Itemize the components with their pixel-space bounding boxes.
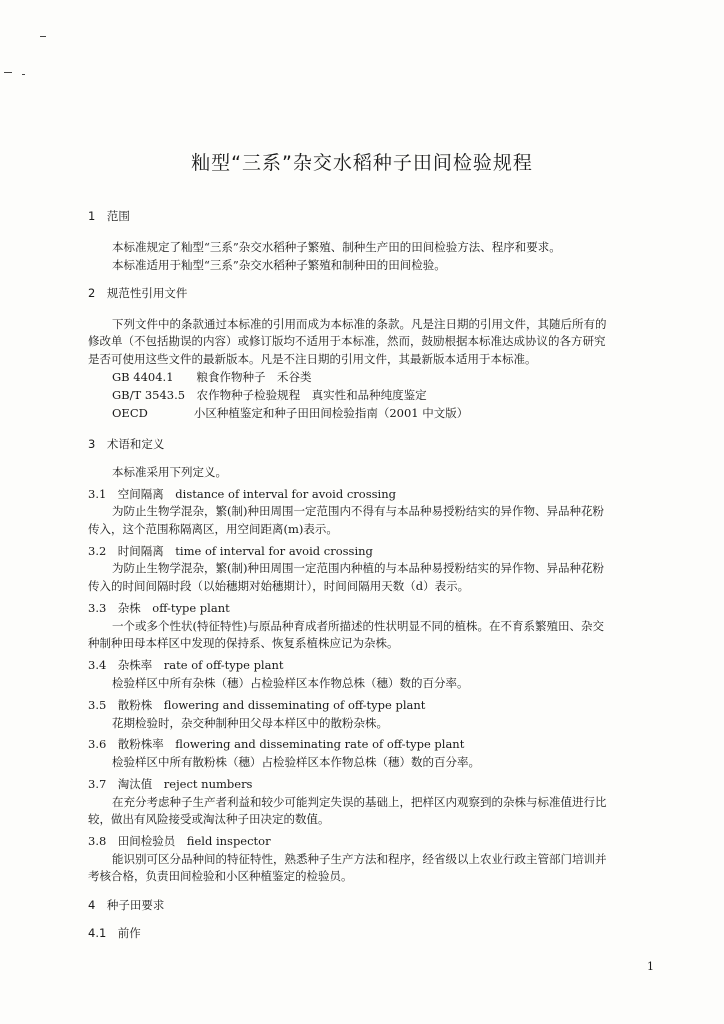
body-text-line: 检验样区中所有散粉株（穗）占检验样区本作物总株（穗）数的百分率。 xyxy=(112,755,480,769)
scan-artifact xyxy=(40,36,46,37)
body-text-line: 在充分考虑种子生产者利益和较少可能判定失误的基础上，把样区内观察到的杂株与标准值进行比 xyxy=(112,795,607,809)
body-text-line: 3.8 田间检验员 field inspector xyxy=(88,834,271,848)
body-text-line: 本标准规定了籼型“三系”杂交水稻种子繁殖、制种生产田的田间检验方法、程序和要求。 xyxy=(112,240,561,254)
body-text-line: 能识别可区分品种间的特征特性，熟悉种子生产方法和程序，经省级以上农业行政主管部门培训并 xyxy=(112,852,607,866)
body-text-line: 下列文件中的条款通过本标准的引用而成为本标准的条款。凡是注日期的引用文件，其随后所有的 xyxy=(112,317,607,331)
section-heading: 2 规范性引用文件 xyxy=(88,286,188,300)
body-text-line: 一个或多个性状(特征特性)与原品种育成者所描述的性状明显不同的植株。在不育系繁殖田、杂交 xyxy=(112,619,604,633)
body-text-line: 检验样区中所有杂株（穗）占检验样区本作物总株（穗）数的百分率。 xyxy=(112,676,469,690)
body-text-line: 较，做出有风险接受或淘汰种子田决定的数值。 xyxy=(88,812,330,826)
scan-artifact xyxy=(22,74,25,75)
body-text-line: 3.2 时间隔离 time of interval for avoid crossing xyxy=(88,544,373,558)
body-text-line: 3.4 杂株率 rate of off-type plant xyxy=(88,658,284,672)
body-text-line: 3.1 空间隔离 distance of interval for avoid crossing xyxy=(88,487,396,501)
body-text-line: 3.6 散粉株率 flowering and disseminating rate of off-type plant xyxy=(88,737,465,751)
body-text-line: 是否可使用这些文件的最新版本。凡是不注日期的引用文件，其最新版本适用于本标准。 xyxy=(88,352,537,366)
body-text-line: 种制种田母本样区中发现的保持系、恢复系植株应记为杂株。 xyxy=(88,636,399,650)
body-text-line: 考核合格，负责田间检验和小区种植鉴定的检验员。 xyxy=(88,869,353,883)
body-text-line: 为防止生物学混杂，繁(制)种田周围一定范围内不得有与本品种易授粉结实的异作物、异品种花粉 xyxy=(112,504,604,518)
scan-artifact xyxy=(4,72,12,73)
body-text-line: 3.7 淘汰值 reject numbers xyxy=(88,777,253,791)
section-heading: 3 术语和定义 xyxy=(88,437,165,451)
page-number: 1 xyxy=(647,960,654,973)
body-text-line: 传入的时间间隔时段（以始穗期对始穗期计），时间间隔用天数（d）表示。 xyxy=(88,579,470,593)
body-text-line: 传入，这个范围称隔离区，用空间距离(m)表示。 xyxy=(88,522,338,536)
section-heading: 1 范围 xyxy=(88,209,130,223)
document-title: 籼型“三系”杂交水稻种子田间检验规程 xyxy=(191,152,533,174)
body-text-line: GB 4404.1 粮食作物种子 禾谷类 xyxy=(112,370,312,384)
body-text-line: OECD 小区种植鉴定和种子田田间检验指南（2001 中文版） xyxy=(112,406,469,420)
body-text-line: GB/T 3543.5 农作物种子检验规程 真实性和品种纯度鉴定 xyxy=(112,388,427,402)
section-heading: 4.1 前作 xyxy=(88,926,141,940)
body-text-line: 花期检验时，杂交种制种田父母本样区中的散粉杂株。 xyxy=(112,716,388,730)
body-text-line: 3.3 杂株 off-type plant xyxy=(88,601,230,615)
section-heading: 4 种子田要求 xyxy=(88,898,165,912)
body-text-line: 为防止生物学混杂，繁(制)种田周围一定范围内种植的与本品种易授粉结实的异作物、异品种花粉 xyxy=(112,561,604,575)
body-text-line: 修改单（不包括勘误的内容）或修订版均不适用于本标准，然而，鼓励根据本标准达成协议的各方研究 xyxy=(88,334,606,348)
body-text-line: 3.5 散粉株 flowering and disseminating of off-type plant xyxy=(88,698,426,712)
body-text-line: 本标准采用下列定义。 xyxy=(112,465,227,479)
body-text-line: 本标准适用于籼型“三系”杂交水稻种子繁殖和制种田的田间检验。 xyxy=(112,258,446,272)
